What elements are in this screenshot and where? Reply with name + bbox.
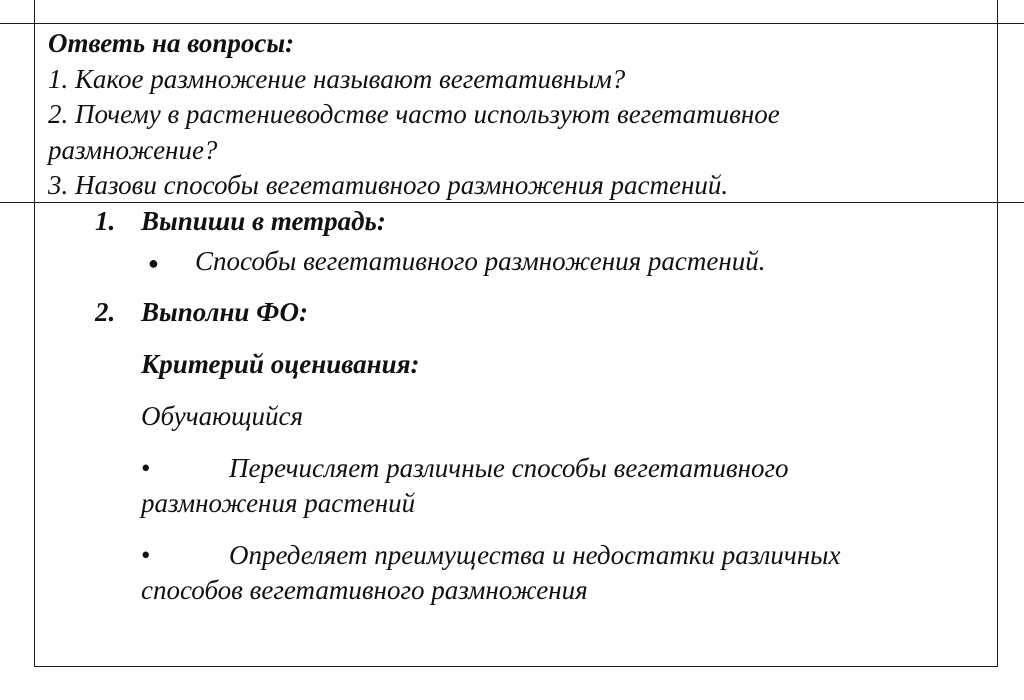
task-1-bullet-icon: ● (148, 253, 159, 273)
question-2-line-2: размножение? (48, 134, 218, 165)
learner-label: Обучающийся (141, 401, 304, 431)
task-1-title: Выпиши в тетрадь: (141, 206, 386, 236)
table-left-border (34, 0, 35, 667)
task-1-number: 1. (95, 206, 116, 236)
criteria-title: Критерий оценивания: (141, 349, 420, 379)
questions-cell (48, 26, 780, 204)
question-2-line-1: 2. Почему в растениеводстве часто используют вегетативное (48, 99, 780, 129)
table-bottom-border (34, 666, 998, 667)
questions-title: Ответь на вопросы: (48, 28, 295, 58)
question-3: 3. Назови способы вегетативного размножения растений. (48, 170, 729, 200)
criterion-1-bullet-icon: • (141, 453, 151, 483)
criterion-2-bullet-icon: • (141, 540, 151, 570)
task-2-number: 2. (95, 297, 116, 327)
table-top-border (0, 23, 1024, 24)
question-1: 1. Какое размножение называют вегетативным? (48, 63, 626, 94)
criterion-2-line-2: способов вегетативного размножения (141, 575, 588, 605)
task-1-bullet-text: Способы вегетативного размножения растений. (195, 246, 766, 276)
criterion-2-line-1: Определяет преимущества и недостатки различных (229, 540, 841, 570)
criterion-1-line-1: Перечисляет различные способы вегетативного (229, 453, 789, 483)
criterion-1-line-2: размножения растений (141, 488, 416, 518)
table-right-border (997, 0, 998, 667)
task-2-title: Выполни ФО: (141, 297, 308, 327)
